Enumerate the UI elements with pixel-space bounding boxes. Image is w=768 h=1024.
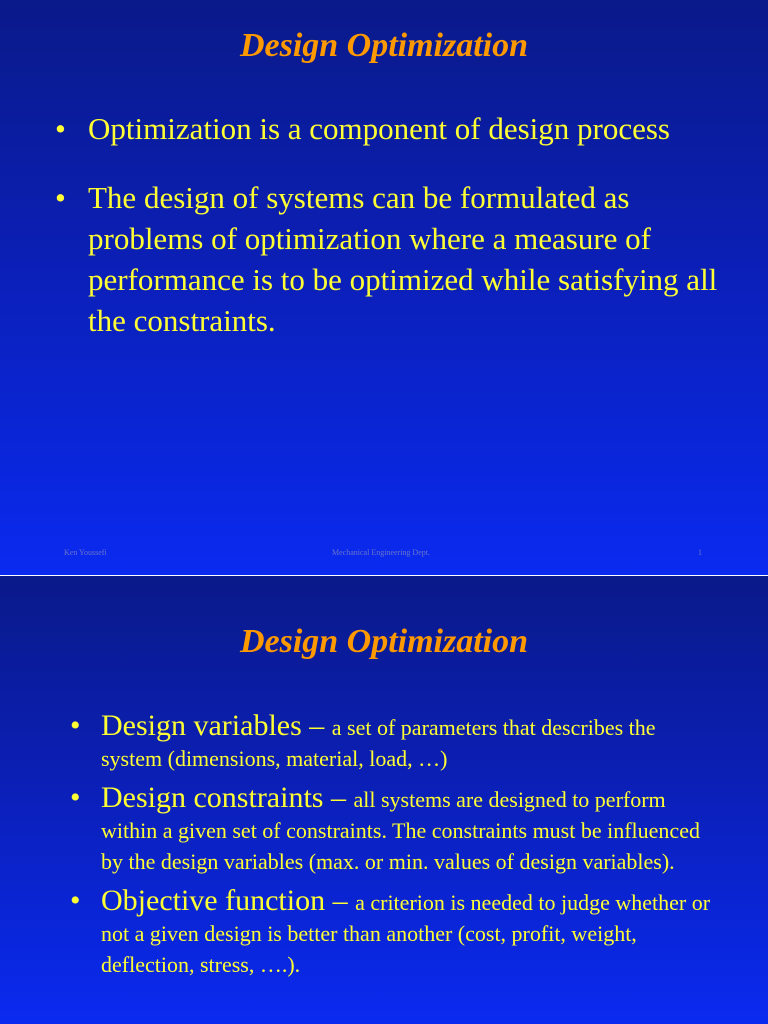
bullet-description: all systems are designed to perform within a given set of constraints. The constraints must be influenced by the design variables (max. or min. values of design variables).: [101, 787, 700, 874]
bullet-item: [55, 177, 728, 341]
bullet-icon: •: [55, 180, 66, 215]
bullet-text: The design of systems can be formulated as problems of optimization where a measure of performance is to be optimized while satisfying all the constraints.: [88, 180, 718, 338]
footer-author: Ken Youssefi: [64, 548, 107, 557]
bullet-icon: •: [70, 709, 81, 742]
bullet-icon: •: [55, 111, 66, 146]
bullet-list: [55, 108, 728, 369]
bullet-item: [70, 884, 721, 980]
bullet-list: [70, 709, 721, 988]
term-separator: –: [323, 781, 354, 814]
bullet-term: Design variables: [101, 709, 302, 742]
footer-page-number: 1: [698, 548, 702, 557]
bullet-icon: •: [70, 884, 81, 917]
bullet-icon: •: [70, 781, 81, 814]
bullet-item: [70, 781, 721, 877]
bullet-term: Objective function: [101, 884, 326, 917]
bullet-item: [70, 709, 721, 774]
bullet-description: a set of parameters that describes the system (dimensions, material, load, …): [101, 715, 656, 771]
slide-title: Design Optimization: [239, 27, 529, 64]
term-separator: –: [325, 884, 356, 917]
bullet-text: Optimization is a component of design process: [88, 111, 670, 146]
slide-2: [0, 576, 768, 1024]
bullet-item: [55, 108, 728, 149]
slide-title: Design Optimization: [239, 623, 529, 660]
footer-department: Mechanical Engineering Dept.: [332, 548, 430, 557]
bullet-term: Design constraints: [101, 781, 324, 814]
bullet-description: a criterion is needed to judge whether or not a given design is better than another (cost, profit, weight, deflection, stress, ….).: [101, 890, 711, 977]
term-separator: –: [301, 709, 332, 742]
